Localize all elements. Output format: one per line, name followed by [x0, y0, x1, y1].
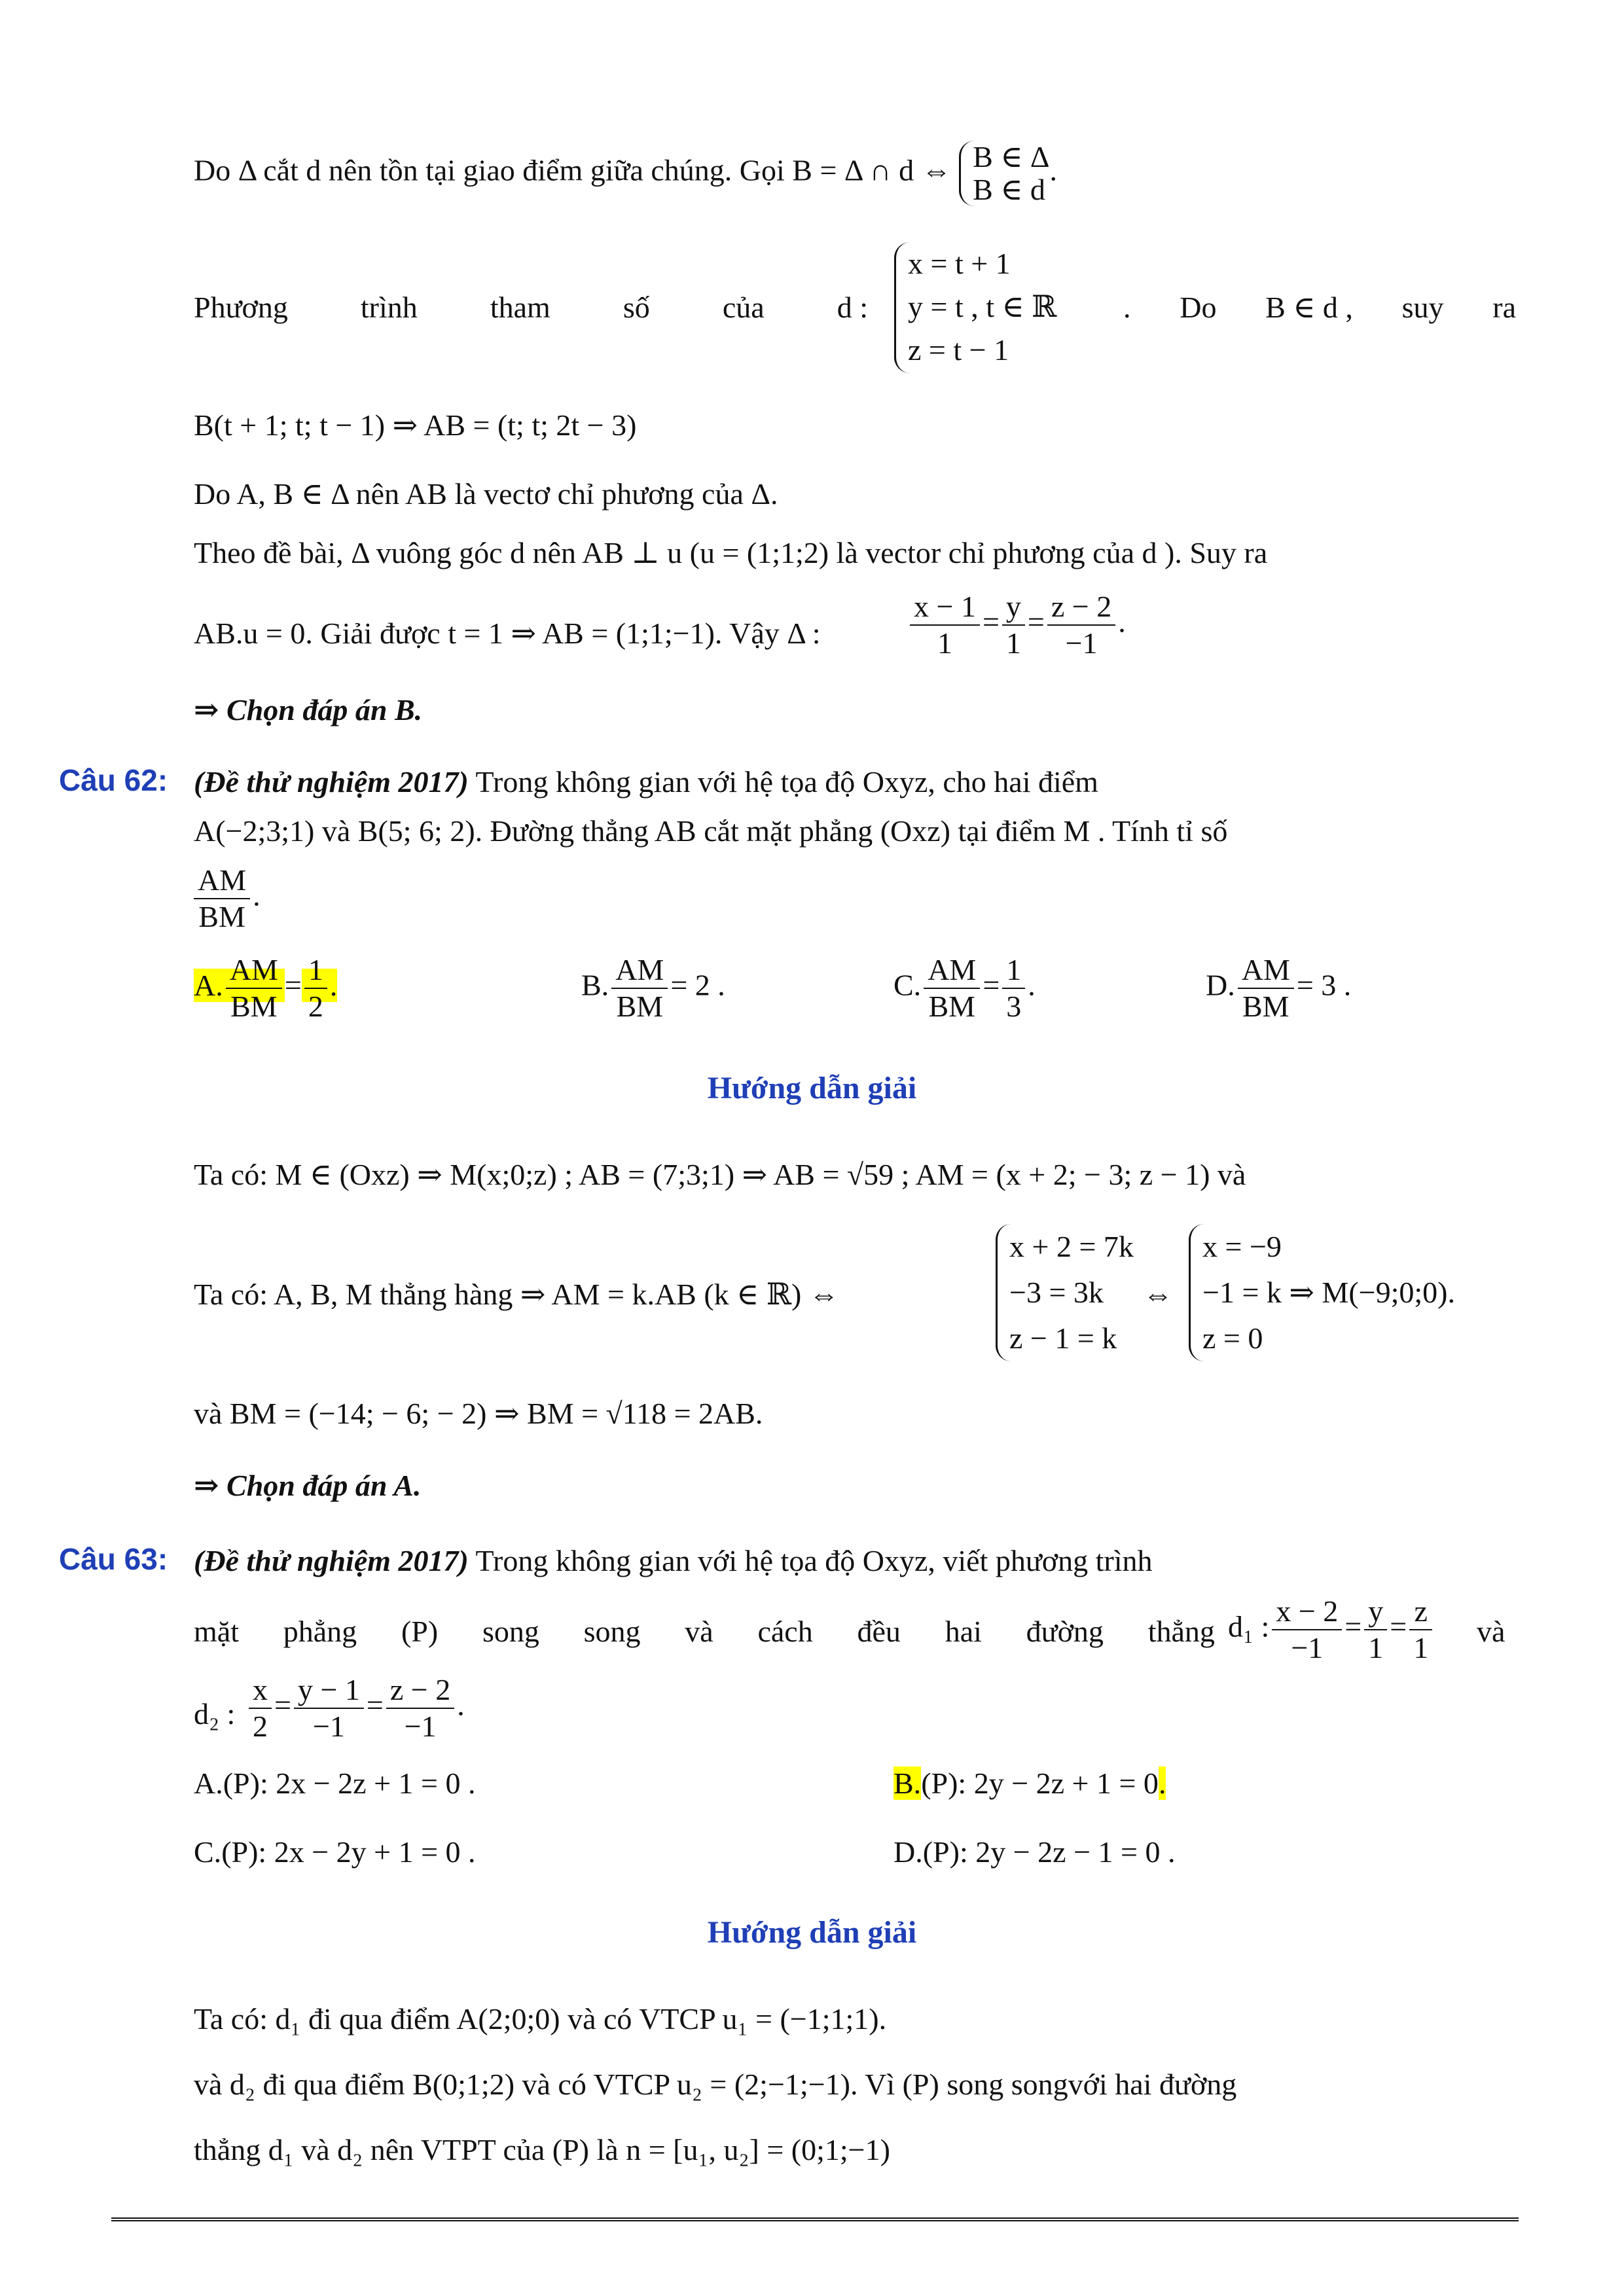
question-source: (Đề thử nghiệm 2017): [194, 1544, 469, 1577]
option-label: C.: [893, 968, 922, 1002]
word: Do: [1180, 291, 1217, 324]
question-body: Trong không gian với hệ tọa độ Oxyz, cho hai điểm: [475, 765, 1098, 798]
numerator: y: [1364, 1594, 1387, 1630]
numerator: z − 2: [386, 1672, 454, 1709]
system-line: x + 2 = 7k: [1009, 1230, 1134, 1263]
equals: = 2 .: [670, 968, 725, 1002]
direction-vector-line: Do A, B ∈ Δ nên AB là vectơ chỉ phương của Δ.: [194, 477, 778, 511]
word: (P): [401, 1615, 439, 1648]
word: trình: [360, 291, 418, 324]
denominator: BM: [230, 990, 278, 1023]
numerator: z: [1409, 1594, 1432, 1630]
option-label: D.: [893, 1835, 923, 1869]
question-body: Trong không gian với hệ tọa độ Oxyz, viết phương trình: [475, 1544, 1153, 1577]
denominator: −1: [404, 1710, 437, 1743]
option-label: B.: [893, 1767, 922, 1800]
period: .: [1028, 968, 1036, 1002]
numerator: AM: [611, 952, 668, 989]
denominator: 1: [1005, 626, 1021, 660]
question-text: [194, 1541, 1516, 1581]
word: cách: [757, 1615, 813, 1648]
word: tham: [490, 291, 550, 324]
numerator: AM: [1238, 952, 1294, 989]
question-source: (Đề thử nghiệm 2017): [194, 765, 469, 798]
point-b-line: B(t + 1; t; t − 1) ⇒ AB = (t; t; 2t − 3): [194, 408, 637, 442]
word: thẳng: [1147, 1615, 1215, 1648]
question-body: A(−2;3;1) và B(5; 6; 2). Đường thẳng AB cắt mặt phẳng (Oxz) tại điểm M . Tính tỉ số: [194, 814, 1228, 848]
intersection-text: Do Δ cắt d nên tồn tại giao điểm giữa chúng. Gọi B = Δ ∩ d ⇔: [194, 153, 952, 187]
numerator: y: [1002, 589, 1025, 626]
word: đều: [857, 1615, 901, 1648]
system-brace: [996, 1224, 1134, 1361]
word: B ∈ d ,: [1265, 291, 1353, 324]
system-line: z − 1 = k: [1009, 1321, 1117, 1355]
option-a[interactable]: [194, 952, 337, 1024]
system-line: z = t − 1: [908, 333, 1009, 367]
word: suy: [1401, 291, 1444, 324]
word: phẳng: [283, 1615, 357, 1648]
question-label: Câu 63:: [59, 1542, 168, 1576]
option-label: B.: [581, 968, 609, 1002]
result-line: [194, 589, 1516, 674]
denominator: −1: [1065, 626, 1098, 660]
denominator: BM: [198, 900, 245, 933]
word: song: [583, 1615, 641, 1648]
perpendicular-line: Theo đề bài, Δ vuông góc d nên AB ⊥ u (u = (1;1;2) là vector chỉ phương của d ). Suy ra: [194, 536, 1268, 569]
footer-rule: [111, 2217, 1519, 2225]
line-name: d₁ :: [1228, 1609, 1270, 1643]
denominator: BM: [616, 990, 664, 1023]
system-brace: [1189, 1224, 1455, 1361]
system-line: B ∈ Δ: [973, 140, 1050, 173]
option-text: (P): 2y − 2z − 1 = 0 .: [922, 1835, 1176, 1869]
numerator: x − 2: [1272, 1594, 1342, 1630]
question-text: [194, 762, 1516, 802]
numerator: 1: [1002, 952, 1025, 989]
answer-choice: ⇒ Chọn đáp án A.: [194, 1469, 422, 1502]
numerator: AM: [226, 952, 282, 989]
word: đường: [1026, 1615, 1104, 1648]
line-equation: $\frac{x - 1}{1}$ = $\frac{y}{1}$ = $\frac{z - 2}{-1}$ .: [907, 589, 1126, 661]
line-name: d₂ :: [194, 1697, 236, 1731]
collinear-text: Ta có: A, B, M thẳng hàng ⇒ AM = k.AB (k ∈ ℝ) ⇔: [194, 1278, 839, 1311]
denominator: −1: [312, 1710, 345, 1743]
answer-choice: ⇒ Chọn đáp án B.: [194, 693, 423, 726]
option-label: A.: [194, 1767, 223, 1800]
parametric-line: [194, 242, 1516, 373]
numerator: x − 1: [910, 589, 980, 626]
word: song: [482, 1615, 539, 1648]
d1-equation: d₁ : $\frac{x - 2}{-1}$ = $\frac{y}{1}$ = $\frac{z}{1}$: [1228, 1594, 1435, 1666]
option-a[interactable]: [194, 1764, 475, 1803]
option-d[interactable]: [1206, 952, 1351, 1024]
option-text: (P): 2x − 2y + 1 = 0 .: [221, 1835, 476, 1869]
denominator: BM: [1242, 990, 1290, 1023]
word: hai: [945, 1615, 982, 1648]
denominator: 3: [1006, 990, 1022, 1023]
denominator: 1: [1368, 1631, 1384, 1664]
solution-line: và BM = (−14; − 6; − 2) ⇒ BM = √118 = 2AB.: [194, 1397, 763, 1430]
system-line: y = t , t ∈ ℝ: [908, 290, 1057, 323]
period: .: [1158, 1767, 1166, 1800]
equals: =: [284, 968, 302, 1002]
numerator: y − 1: [294, 1672, 364, 1709]
option-text: (P): 2x − 2z + 1 = 0 .: [223, 1767, 476, 1800]
option-d[interactable]: [893, 1833, 1175, 1872]
denominator: BM: [928, 990, 976, 1023]
word: d :: [837, 291, 868, 324]
solution-heading: Hướng dẫn giải: [707, 1071, 917, 1105]
word: mặt: [194, 1615, 239, 1648]
solution-line: Ta có: d₁ đi qua điểm A(2;0;0) và có VTCP u₁ = (−1;1;1).: [194, 2002, 887, 2036]
system-line: x = −9: [1202, 1230, 1282, 1263]
denominator: 1: [1413, 1631, 1429, 1664]
ratio-line: $\frac{AM}{BM}$ .: [194, 863, 1516, 935]
numerator: AM: [924, 952, 980, 989]
numerator: z − 2: [1047, 589, 1115, 626]
question-body: [194, 1594, 1516, 1679]
question-label: Câu 62:: [59, 763, 168, 797]
system-line: x = t + 1: [908, 247, 1011, 280]
system-line: −3 = 3k: [1009, 1276, 1104, 1309]
word: và: [1477, 1615, 1506, 1648]
word: Phương: [194, 291, 288, 324]
system-line: B ∈ d: [973, 173, 1045, 206]
equals: = 3 .: [1296, 968, 1352, 1002]
word: của: [722, 291, 765, 324]
option-b[interactable]: [893, 1764, 1166, 1803]
numerator: 1: [304, 952, 327, 989]
solution-line: thẳng d₁ và d₂ nên VTPT của (P) là n = [u₁, u₂] = (0;1;−1): [194, 2133, 890, 2166]
system-brace: [959, 141, 1049, 206]
option-c[interactable]: [194, 1833, 476, 1872]
denominator: 2: [308, 990, 323, 1023]
word: ra: [1492, 291, 1516, 324]
result-text: AB.u = 0. Giải được t = 1 ⇒ AB = (1;1;−1). Vậy Δ :: [194, 617, 821, 650]
system-line: −1 = k ⇒ M(−9;0;0).: [1202, 1276, 1455, 1309]
numerator: x: [249, 1672, 272, 1709]
equals: =: [983, 968, 1000, 1002]
denominator: 2: [253, 1710, 268, 1743]
option-label: C.: [194, 1835, 222, 1869]
option-b[interactable]: [581, 952, 725, 1024]
option-c[interactable]: [893, 952, 1036, 1024]
system-line: z = 0: [1202, 1321, 1263, 1355]
solution-line: và d₂ đi qua điểm B(0;1;2) và có VTCP u₂ = (2;−1;−1). Vì (P) song songvới hai đường: [194, 2068, 1237, 2101]
word: số: [623, 291, 650, 324]
solution-line: Ta có: A, B, M thẳng hàng ⇒ AM = k.AB (k ∈ ℝ) ⇔ x + 2 = 7k −3 = 3k z − 1 = k ⇔ x = −9 −1 = k ⇒ M(−9;0;0). z = 0: [194, 1224, 1516, 1368]
solution-heading: Hướng dẫn giải: [707, 1915, 917, 1950]
word: và: [685, 1615, 713, 1648]
denominator: 1: [937, 626, 952, 660]
option-label: D.: [1206, 968, 1235, 1002]
option-label: A.: [194, 968, 223, 1002]
d2-equation: d₂ : $\frac{x}{2}$ = $\frac{y - 1}{-1}$ = $\frac{z - 2}{-1}$ .: [194, 1673, 465, 1743]
solution-line: Ta có: M ∈ (Oxz) ⇒ M(x;0;z) ; AB = (7;3;1) ⇒ AB = √59 ; AM = (x + 2; − 3; z − 1) và: [194, 1158, 1246, 1191]
option-text: (P): 2y − 2z + 1 = 0: [921, 1767, 1159, 1800]
parametric-system: [894, 242, 1056, 373]
text-line: Do Δ cắt d nên tồn tại giao điểm giữa chúng. Gọi B = Δ ∩ d ⇔ B ∈ Δ B ∈ d .: [194, 140, 1057, 206]
word: .: [1123, 291, 1131, 324]
period: .: [329, 968, 338, 1002]
numerator: AM: [194, 863, 250, 899]
denominator: −1: [1291, 1631, 1324, 1664]
